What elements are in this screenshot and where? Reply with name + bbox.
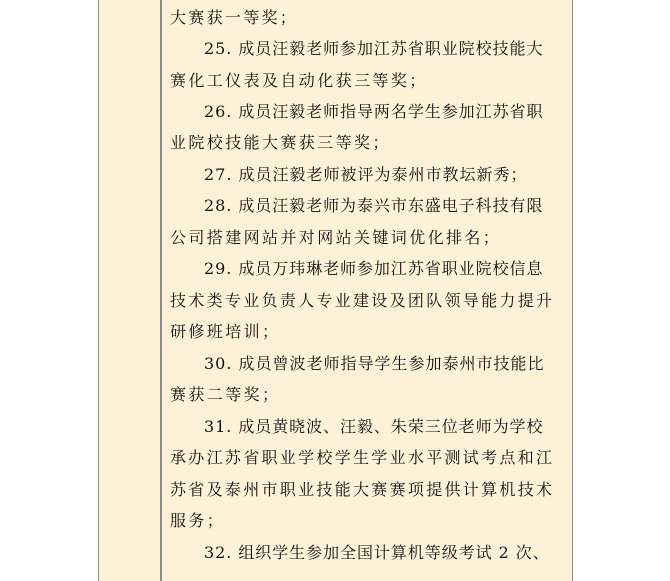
text-line: 公司搭建网站并对网站关键词优化排名； xyxy=(170,228,502,247)
table-left-cell xyxy=(99,0,160,581)
text-line: 29. 成员万玮琳老师参加江苏省职业院校信息 xyxy=(204,259,544,278)
text-line: 大赛获一等奖； xyxy=(170,8,299,27)
text-line: 30. 成员曾波老师指导学生参加泰州市技能比 xyxy=(204,354,545,373)
table-content-cell xyxy=(162,0,572,581)
text-line: 25. 成员汪毅老师参加江苏省职业院校技能大 xyxy=(204,39,544,58)
text-line: 28. 成员汪毅老师为泰兴市东盛电子科技有限 xyxy=(204,196,544,215)
text-line: 26. 成员汪毅老师指导两名学生参加江苏省职 xyxy=(204,102,544,121)
left-page-margin xyxy=(0,0,98,581)
text-line: 27. 成员汪毅老师被评为泰州市教坛新秀； xyxy=(204,165,528,184)
text-line: 业院校技能大赛获三等奖； xyxy=(170,133,391,152)
text-line: 赛化工仪表及自动化获三等奖； xyxy=(170,71,428,90)
text-line: 技术类专业负责人专业建设及团队领导能力提升 xyxy=(170,291,555,310)
text-line: 32. 组织学生参加全国计算机等级考试 2 次、 xyxy=(204,543,550,562)
text-line: 研修班培训； xyxy=(170,322,281,341)
text-line: 服务； xyxy=(170,511,226,530)
right-page-margin xyxy=(573,0,670,581)
text-line: 承办江苏省职业学校学生学业水平测试考点和江 xyxy=(170,448,555,467)
text-line: 赛获二等奖； xyxy=(170,385,281,404)
text-line: 31. 成员黄晓波、汪毅、朱荣三位老师为学校 xyxy=(204,417,544,436)
text-line: 苏省及泰州市职业技能大赛赛项提供计算机技术 xyxy=(170,480,555,499)
